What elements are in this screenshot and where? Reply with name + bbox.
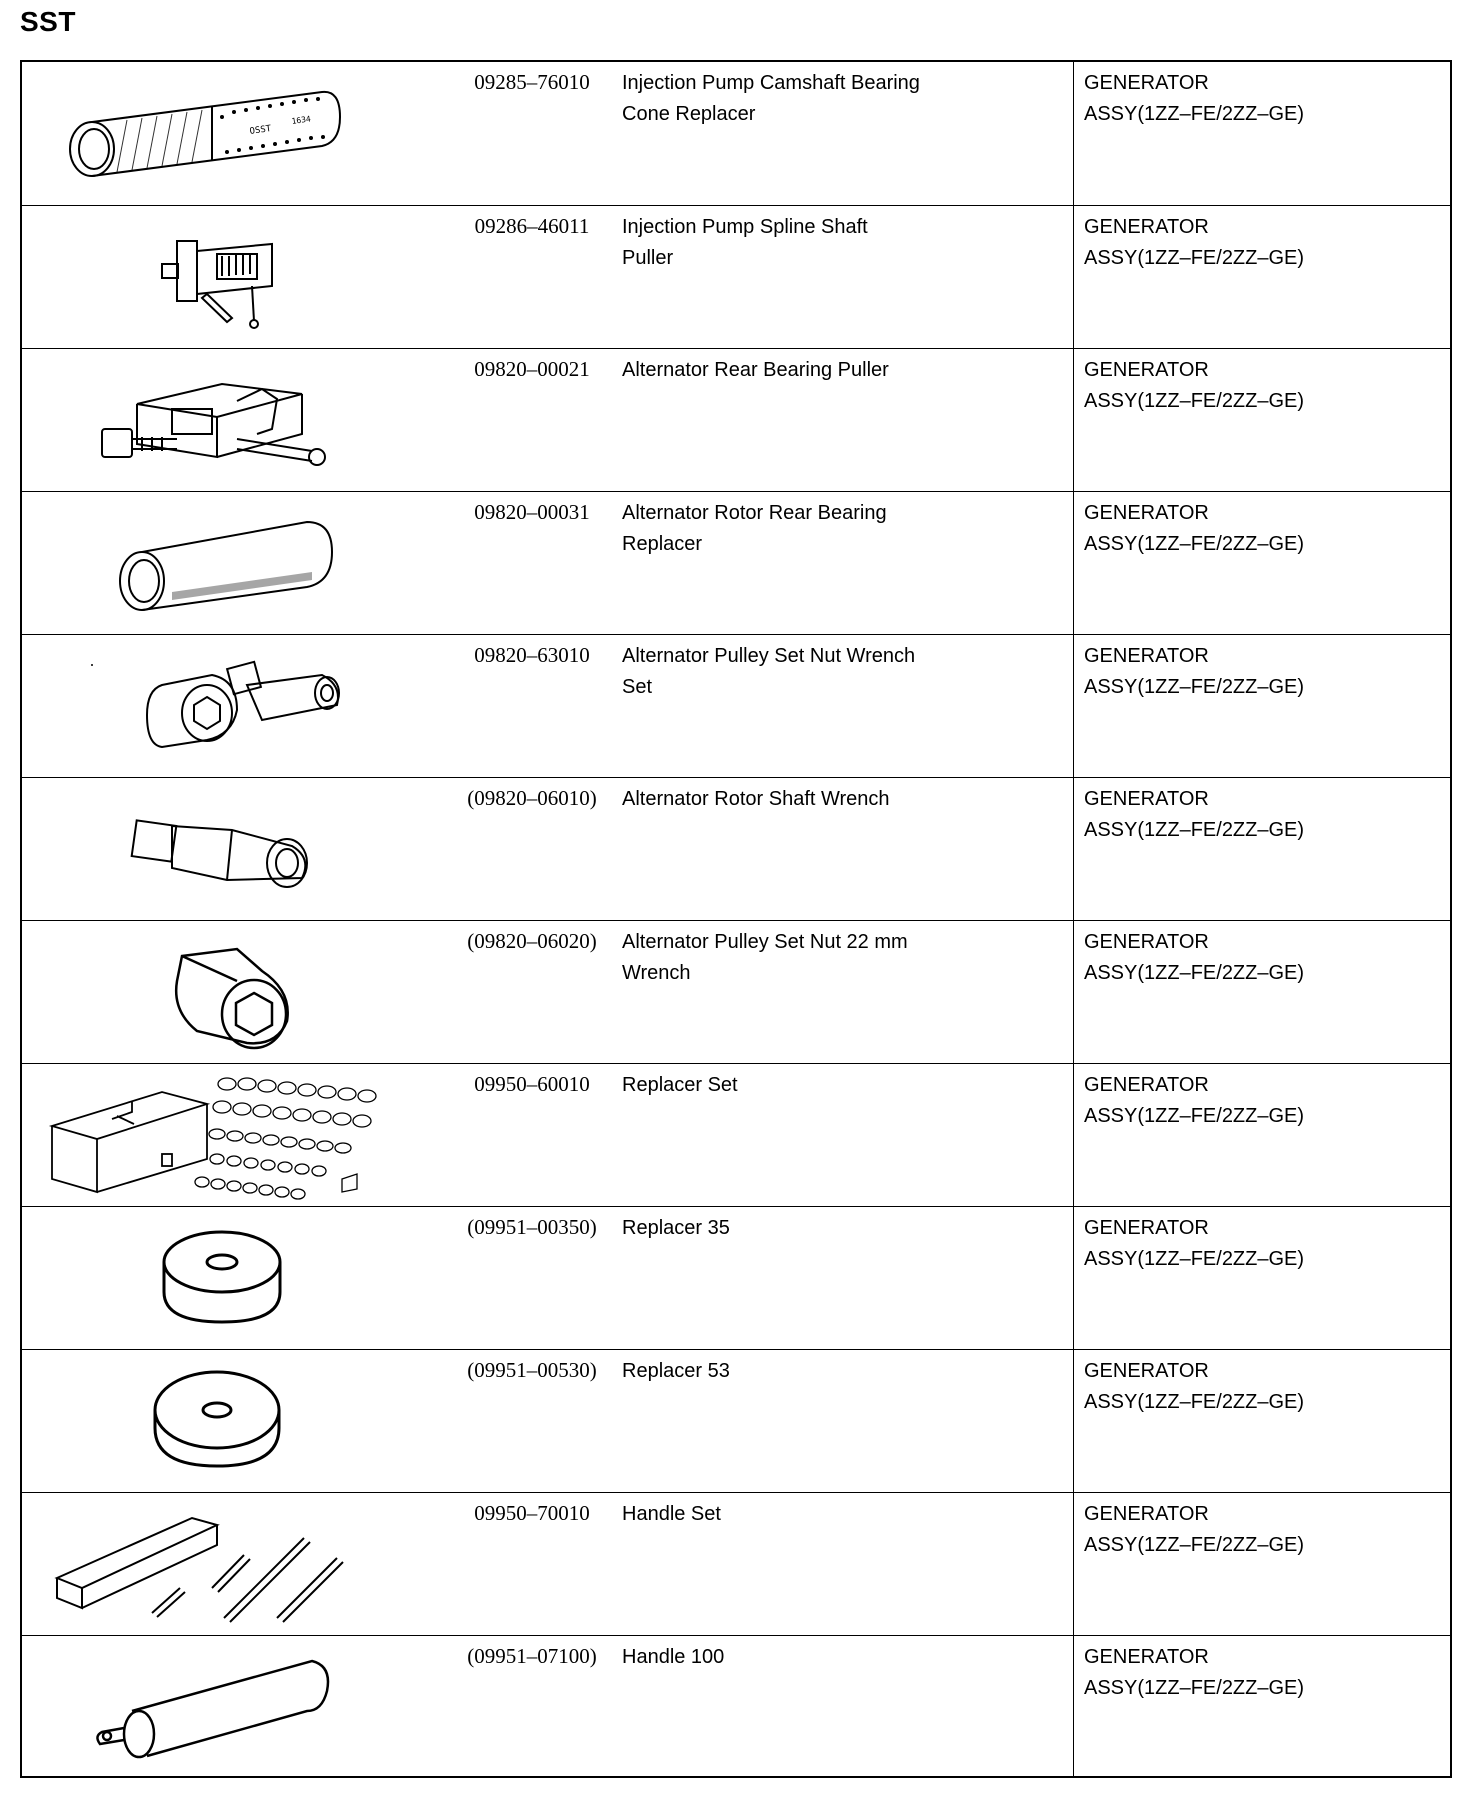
- part-number: 09820–00031: [474, 500, 590, 524]
- part-number: 09820–00021: [474, 357, 590, 381]
- part-description: Alternator Rotor Shaft Wrench: [622, 788, 890, 810]
- applicable-section: GENERATOR ASSY(1ZZ–FE/2ZZ–GE): [1084, 1646, 1305, 1699]
- applicable-section: GENERATOR ASSY(1ZZ–FE/2ZZ–GE): [1084, 645, 1305, 698]
- table-row: [22, 491, 1450, 634]
- part-description: Alternator Pulley Set Nut 22 mm Wrench: [622, 931, 908, 984]
- applicable-section: GENERATOR ASSY(1ZZ–FE/2ZZ–GE): [1084, 931, 1305, 984]
- applicable-section: GENERATOR ASSY(1ZZ–FE/2ZZ–GE): [1084, 1360, 1305, 1413]
- spline-shaft-puller-icon: [22, 206, 432, 349]
- part-description: Handle Set: [622, 1503, 721, 1525]
- applicable-section: GENERATOR ASSY(1ZZ–FE/2ZZ–GE): [1084, 1074, 1305, 1127]
- part-number: (09820–06020): [467, 929, 597, 953]
- rear-bearing-puller-icon: [22, 349, 432, 492]
- table-row: [22, 634, 1450, 777]
- table-row: [22, 205, 1450, 348]
- tool-stamp-text: OSST: [249, 124, 272, 137]
- pulley-nut-wrench-set-icon: [22, 635, 432, 778]
- part-number: (09820–06010): [467, 786, 597, 810]
- table-row: [22, 348, 1450, 491]
- part-number: 09950–70010: [474, 1501, 590, 1525]
- rotor-rear-bearing-replacer-icon: [22, 492, 432, 635]
- part-description: Alternator Rear Bearing Puller: [622, 359, 889, 381]
- part-number: 09820–63010: [474, 643, 590, 667]
- handle-set-icon: [22, 1493, 432, 1636]
- part-description: Injection Pump Spline Shaft Puller: [622, 216, 868, 269]
- applicable-section: GENERATOR ASSY(1ZZ–FE/2ZZ–GE): [1084, 788, 1305, 841]
- part-description: Injection Pump Camshaft Bearing Cone Replacer: [622, 72, 920, 125]
- table-row: [22, 1206, 1450, 1349]
- handle-100-icon: [22, 1636, 432, 1779]
- part-number: (09951–07100): [467, 1644, 597, 1668]
- replacer-set-icon: [22, 1064, 432, 1207]
- applicable-section: GENERATOR ASSY(1ZZ–FE/2ZZ–GE): [1084, 502, 1305, 555]
- rotor-shaft-wrench-icon: [22, 778, 432, 921]
- part-number: 09286–46011: [474, 214, 590, 238]
- page-title: SST: [20, 6, 76, 37]
- table-row: [22, 62, 1450, 205]
- applicable-section: GENERATOR ASSY(1ZZ–FE/2ZZ–GE): [1084, 72, 1305, 125]
- replacer-53-icon: [22, 1350, 432, 1493]
- applicable-section: GENERATOR ASSY(1ZZ–FE/2ZZ–GE): [1084, 216, 1305, 269]
- part-number: (09951–00530): [467, 1358, 597, 1382]
- part-number: (09951–00350): [467, 1215, 597, 1239]
- part-description: Replacer Set: [622, 1074, 738, 1096]
- table-row: [22, 1349, 1450, 1492]
- table-row: [22, 1492, 1450, 1635]
- table-row: [22, 1063, 1450, 1206]
- table-row: [22, 1635, 1450, 1776]
- applicable-section: GENERATOR ASSY(1ZZ–FE/2ZZ–GE): [1084, 1503, 1305, 1556]
- replacer-35-icon: [22, 1207, 432, 1350]
- pulley-nut-22mm-wrench-icon: [22, 921, 432, 1064]
- part-number: 09285–76010: [474, 70, 590, 94]
- part-number: 09950–60010: [474, 1072, 590, 1096]
- tool-stamp-number: 1634: [291, 114, 312, 126]
- part-description: Alternator Rotor Rear Bearing Replacer: [622, 502, 887, 555]
- table-row: [22, 777, 1450, 920]
- table-row: [22, 920, 1450, 1063]
- applicable-section: GENERATOR ASSY(1ZZ–FE/2ZZ–GE): [1084, 359, 1305, 412]
- part-description: Replacer 35: [622, 1217, 730, 1239]
- camshaft-bearing-cone-replacer-icon: [22, 62, 432, 205]
- part-description: Handle 100: [622, 1646, 725, 1668]
- sst-table: [20, 60, 1452, 1778]
- part-description: Replacer 53: [622, 1360, 730, 1382]
- part-description: Alternator Pulley Set Nut Wrench Set: [622, 645, 916, 698]
- applicable-section: GENERATOR ASSY(1ZZ–FE/2ZZ–GE): [1084, 1217, 1305, 1270]
